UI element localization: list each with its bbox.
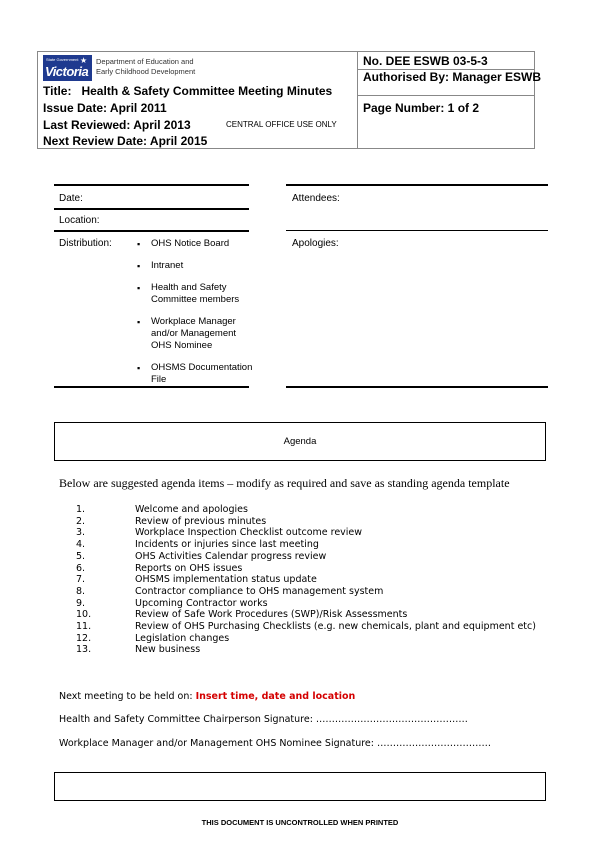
list-item: ▪ OHS Notice Board — [137, 238, 257, 250]
agenda-number: 2. — [76, 515, 86, 527]
next-meeting-label: Next meeting to be held on: — [59, 691, 196, 702]
agenda-list — [59, 504, 549, 656]
agenda-text: OHSMS implementation status update — [135, 574, 317, 586]
logo-small-text: State Government — [46, 57, 79, 62]
agenda-number: 11. — [76, 621, 92, 633]
agenda-item — [59, 551, 549, 563]
agenda-number: 6. — [76, 562, 86, 574]
agenda-text: Review of Safe Work Procedures (SWP)/Risk Assessments — [135, 609, 408, 621]
agenda-number: 7. — [76, 574, 86, 586]
section-rule — [54, 230, 249, 232]
agenda-number: 13. — [76, 644, 92, 656]
section-rule — [286, 184, 548, 186]
agenda-number: 8. — [76, 585, 86, 597]
agenda-intro: Below are suggested agenda items – modify as required and save as standing agenda template — [59, 476, 510, 490]
agenda-text: Review of OHS Purchasing Checklists (e.g. new chemicals, plant and equipment etc) — [135, 621, 536, 633]
agenda-item — [59, 574, 549, 586]
list-item: ▪ OHSMS Documentation File — [137, 362, 257, 386]
star-icon: ★ — [80, 56, 88, 65]
document-title — [43, 84, 332, 98]
victoria-logo — [43, 55, 92, 81]
agenda-item — [59, 586, 549, 598]
agenda-text: Legislation changes — [135, 632, 230, 644]
apologies-label: Apologies: — [292, 238, 339, 249]
agenda-text: Workplace Inspection Checklist outcome review — [135, 527, 363, 539]
agenda-item — [59, 609, 549, 621]
distribution-label: Distribution: — [59, 238, 112, 249]
date-label: Date: — [59, 193, 83, 204]
notes-box — [54, 772, 546, 801]
location-label: Location: — [59, 215, 100, 226]
agenda-number: 3. — [76, 527, 86, 539]
manager-signature-line: Workplace Manager and/or Management OHS Nominee Signature: ……………………………… — [59, 738, 491, 749]
agenda-item — [59, 633, 549, 645]
section-rule — [54, 386, 249, 388]
department-line: Early Childhood Development — [96, 67, 196, 76]
agenda-text: Contractor compliance to OHS management system — [135, 585, 384, 597]
title-text: Health & Safety Committee Meeting Minutes — [81, 84, 333, 98]
agenda-number: 4. — [76, 539, 86, 551]
logo-name: Victoria — [45, 64, 89, 79]
header-divider — [357, 95, 535, 96]
document-number: No. DEE ESWB 03-5-3 — [363, 54, 488, 68]
agenda-item — [59, 598, 549, 610]
agenda-number: 12. — [76, 632, 92, 644]
authorised-by: Authorised By: Manager ESWB — [363, 70, 542, 84]
agenda-item — [59, 539, 549, 551]
agenda-text: Review of previous minutes — [135, 515, 267, 527]
section-rule — [54, 184, 249, 186]
agenda-number: 5. — [76, 550, 86, 562]
next-meeting — [59, 691, 355, 702]
agenda-text: Upcoming Contractor works — [135, 597, 268, 609]
next-meeting-placeholder: Insert time, date and location — [195, 691, 356, 702]
footer-note: THIS DOCUMENT IS UNCONTROLLED WHEN PRINTED — [201, 818, 399, 827]
chair-signature-line: Health and Safety Committee Chairperson Signature: ………………………………………… — [59, 714, 468, 725]
agenda-item — [59, 527, 549, 539]
section-rule — [54, 208, 249, 210]
page-number: Page Number: 1 of 2 — [363, 101, 480, 115]
agenda-text: Reports on OHS issues — [135, 562, 243, 574]
header-divider — [357, 51, 358, 149]
title-label: Title: — [43, 84, 72, 98]
agenda-text: OHS Activities Calendar progress review — [135, 550, 327, 562]
central-office-note: CENTRAL OFFICE USE ONLY — [226, 120, 337, 129]
agenda-text: Welcome and apologies — [135, 504, 248, 515]
next-review-date: Next Review Date: April 2015 — [43, 134, 208, 148]
attendees-label: Attendees: — [292, 193, 340, 204]
agenda-text: New business — [135, 644, 201, 656]
agenda-number: 1. — [76, 504, 86, 515]
agenda-number: 9. — [76, 597, 86, 609]
agenda-item — [59, 621, 549, 633]
agenda-item — [59, 644, 549, 656]
issue-date: Issue Date: April 2011 — [43, 101, 167, 115]
agenda-number: 10. — [76, 609, 92, 621]
agenda-item — [59, 504, 549, 516]
list-item: ▪ Intranet — [137, 260, 257, 272]
agenda-item — [59, 516, 549, 528]
section-rule — [286, 230, 548, 231]
agenda-text: Incidents or injuries since last meeting — [135, 539, 319, 551]
list-item: ▪ Workplace Manager and/or Management OHS Nominee — [137, 316, 257, 352]
department-name — [96, 57, 226, 77]
list-item: ▪ Health and Safety Committee members — [137, 282, 257, 306]
agenda-title: Agenda — [283, 436, 317, 447]
distribution-list — [137, 238, 257, 396]
agenda-item — [59, 563, 549, 575]
department-line: Department of Education and — [96, 57, 194, 66]
last-reviewed: Last Reviewed: April 2013 — [43, 118, 191, 132]
section-rule — [286, 386, 548, 388]
